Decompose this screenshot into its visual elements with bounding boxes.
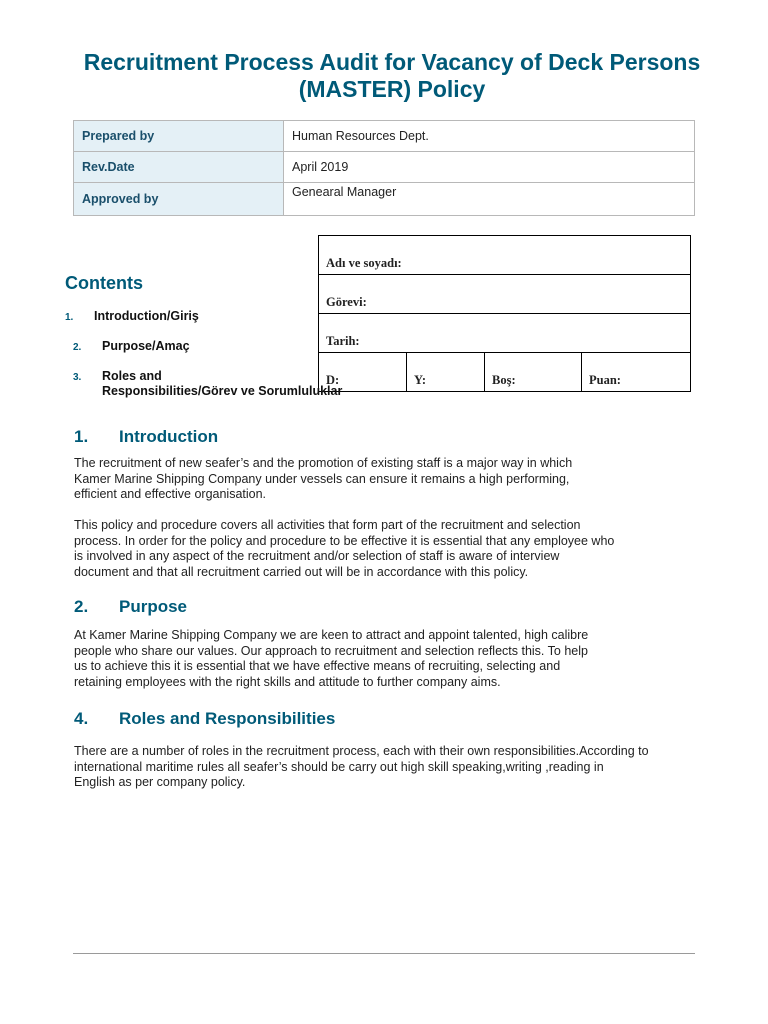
toc-item-2-number: 2.: [73, 342, 82, 353]
prepared-by-label: Prepared by: [74, 121, 284, 152]
form-role-label: Görevi:: [319, 275, 691, 314]
rev-date-value: April 2019: [284, 152, 695, 183]
toc-item-1-number: 1.: [65, 312, 74, 323]
toc-item-introduction[interactable]: Introduction/Giriş: [94, 309, 199, 323]
section-purpose-title: Purpose: [119, 597, 188, 616]
section-purpose-number: 2.: [74, 597, 89, 616]
section-introduction-title: Introduction: [119, 427, 219, 446]
form-d-label: D:: [319, 353, 407, 392]
assessment-form-table: [318, 235, 691, 392]
section-introduction-number: 1.: [74, 427, 89, 446]
form-bos-label: Boş:: [485, 353, 582, 392]
section-introduction-heading: [74, 427, 218, 447]
introduction-paragraph-2: This policy and procedure covers all activities that form part of the recruitment and selection process. In order for the policy and procedure to be effective it is essential that any employee who is involved in any aspect of the recruitment and/or selection of staff is aware of interview document and that all recruitment carried out will be in accordance with this policy.: [74, 518, 615, 579]
footer-divider: [73, 953, 695, 954]
document-title: Recruitment Process Audit for Vacancy of Deck Persons (MASTER) Policy: [83, 49, 701, 102]
form-puan-label: Puan:: [582, 353, 691, 392]
form-name-label: Adı ve soyadı:: [319, 236, 691, 275]
info-row-rev-date: [74, 152, 695, 183]
contents-heading: Contents: [65, 273, 143, 293]
purpose-paragraph: At Kamer Marine Shipping Company we are keen to attract and appoint talented, high calibre people who share our values. Our approach to recruitment and selection reflects this. To help us to achieve this it is essential that we have effective means of recruiting, selecting and retaining employees with the right skills and attitude to further company aims.: [74, 628, 589, 689]
roles-paragraph: There are a number of roles in the recruitment process, each with their own responsibilities.According to international maritime rules all seafer’s should be carry out high skill speaking,writing ,reading in English as per company policy.: [74, 744, 649, 789]
introduction-paragraph-1: The recruitment of new seafer’s and the promotion of existing staff is a major way in which Kamer Marine Shipping Company under vessels can ensure it remains a high performing, efficient and effective organisation.: [74, 456, 573, 501]
form-date-label: Tarih:: [319, 314, 691, 353]
section-roles-heading: [74, 709, 335, 729]
rev-date-label: Rev.Date: [74, 152, 284, 183]
section-roles-title: Roles and Responsibilities: [119, 709, 336, 728]
section-roles-number: 4.: [74, 709, 89, 728]
info-row-prepared-by: [74, 121, 695, 152]
info-row-approved-by: [74, 183, 695, 216]
approved-by-label: Approved by: [74, 183, 284, 216]
toc-item-purpose[interactable]: Purpose/Amaç: [102, 339, 190, 353]
form-y-label: Y:: [407, 353, 485, 392]
document-info-table: [73, 120, 695, 216]
toc-item-roles[interactable]: Roles and Responsibilities/Görev ve Sorumluluklar: [102, 369, 343, 398]
section-purpose-heading: [74, 597, 187, 617]
approved-by-value: Genearal Manager: [284, 183, 695, 216]
toc-item-3-number: 3.: [73, 372, 82, 383]
prepared-by-value: Human Resources Dept.: [284, 121, 695, 152]
